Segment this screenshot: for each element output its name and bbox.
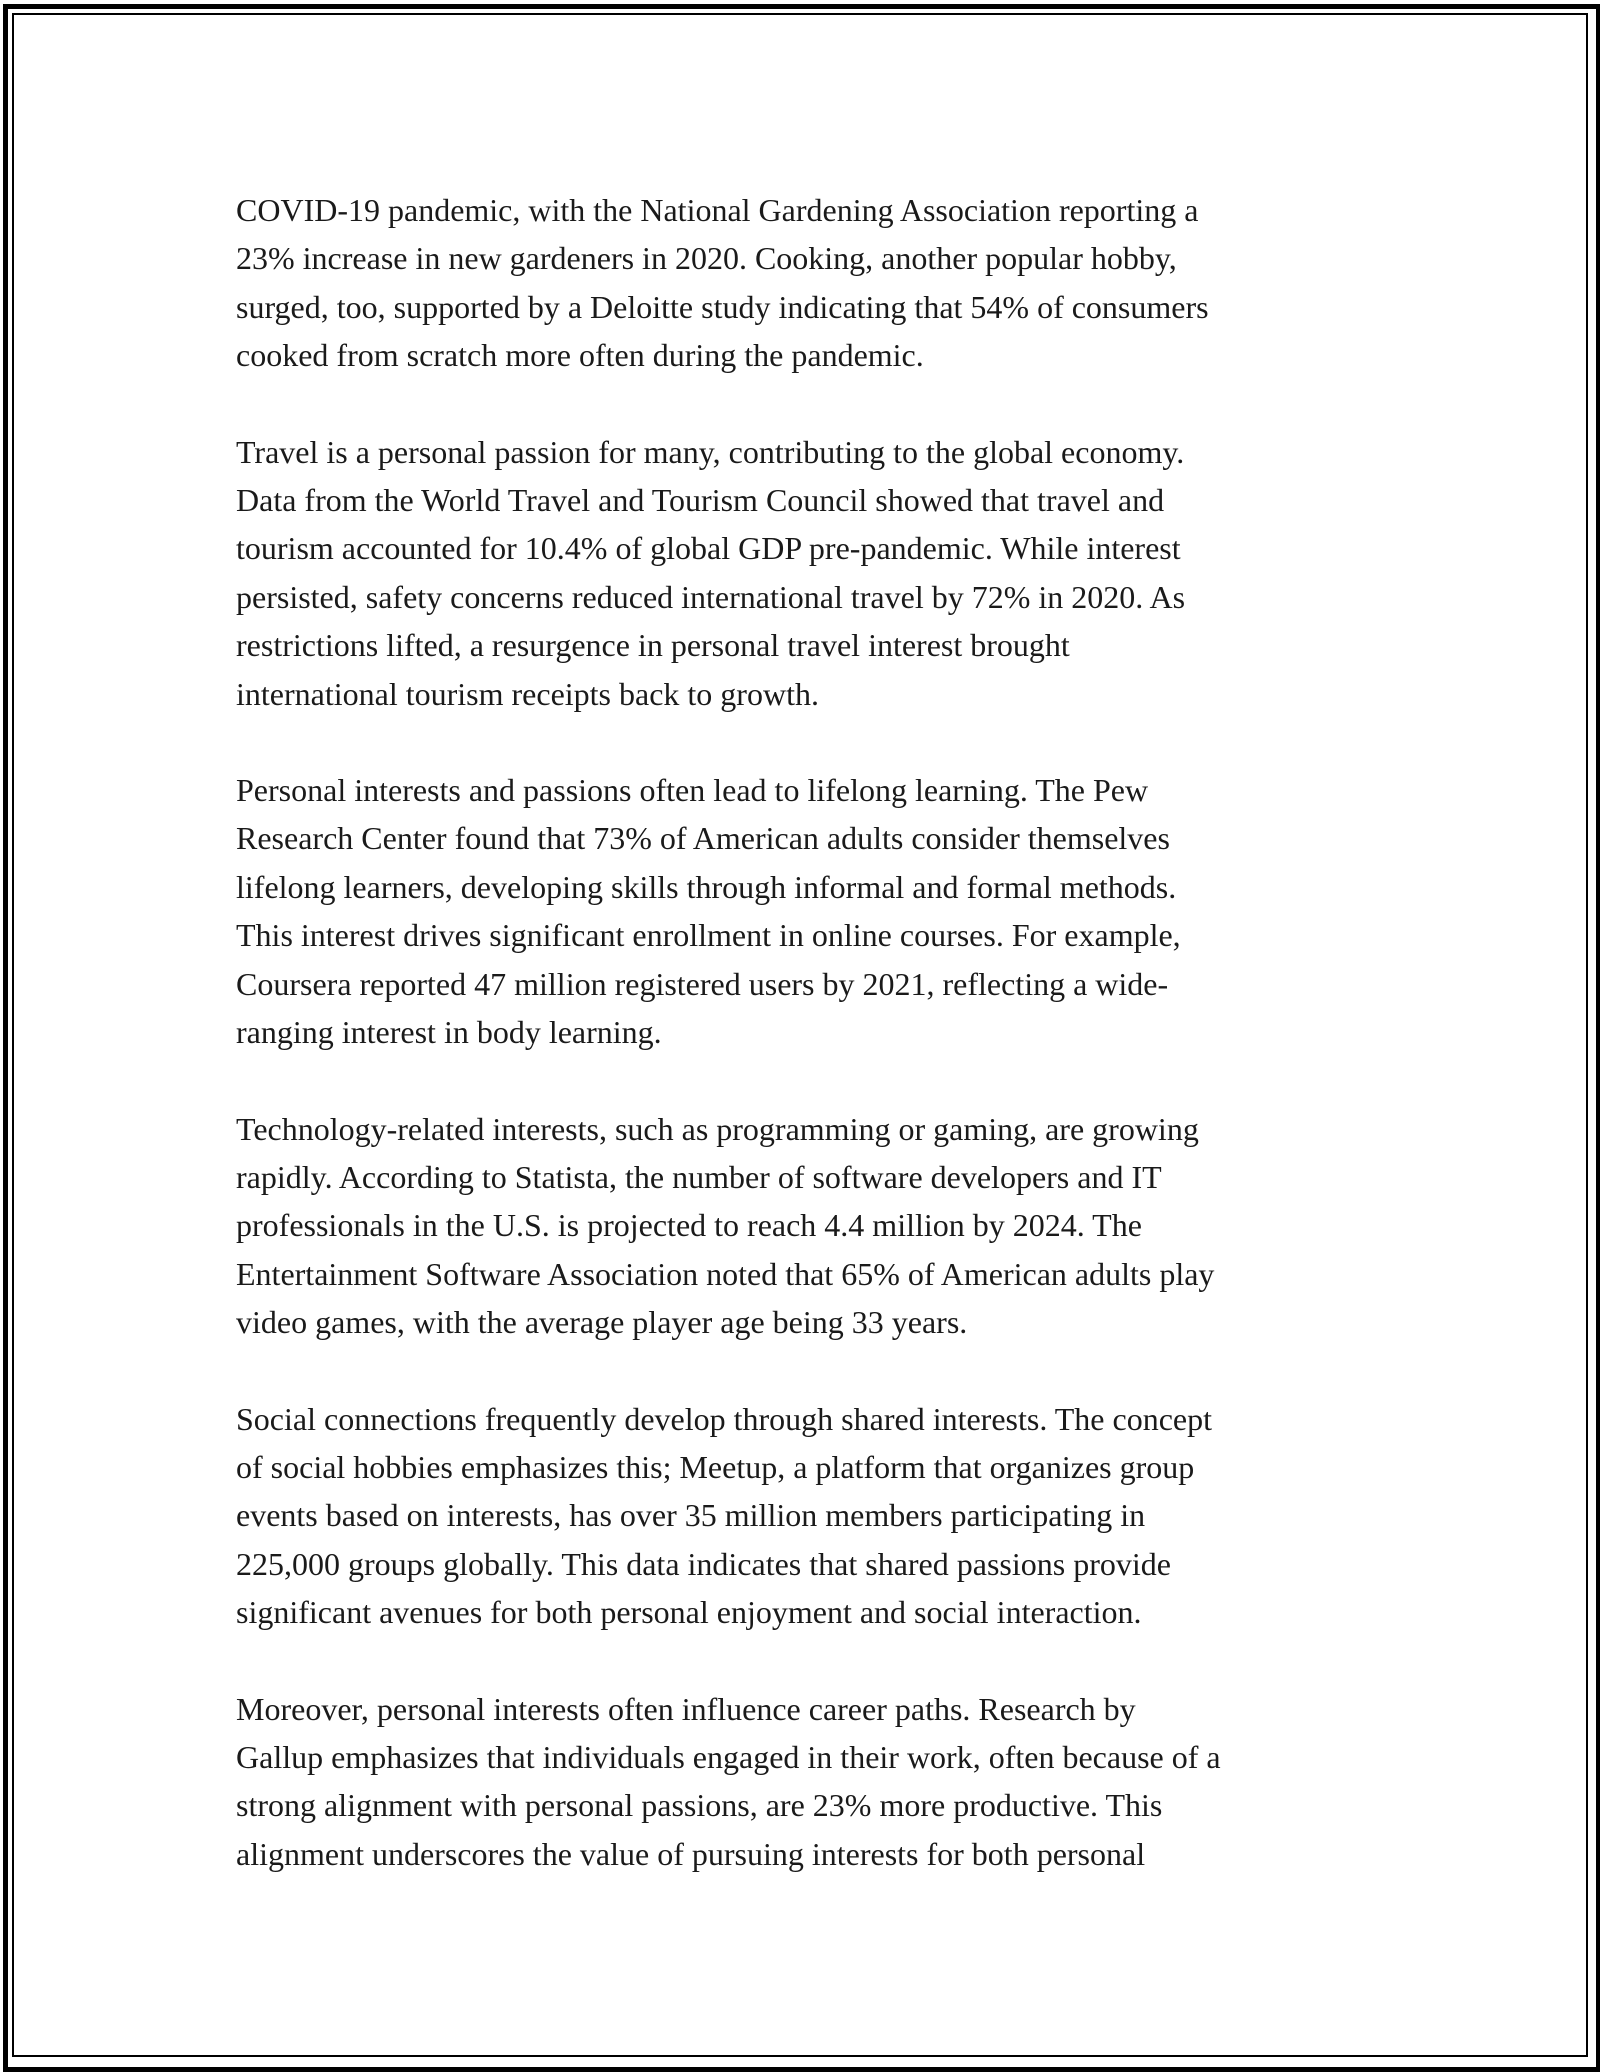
text-line: Gallup emphasizes that individuals engaged in their work, often because of a — [236, 1738, 1221, 1775]
text-line: Entertainment Software Association noted that 65% of American adults play — [236, 1255, 1215, 1292]
text-line: video games, with the average player age being 33 years. — [236, 1304, 968, 1341]
text-line: ranging interest in body learning. — [236, 1014, 662, 1051]
paragraph-travel — [236, 428, 1376, 718]
paragraph-technology — [236, 1105, 1376, 1347]
text-line: Technology-related interests, such as programming or gaming, are growing — [236, 1110, 1199, 1147]
text-line: Research Center found that 73% of American adults consider themselves — [236, 820, 1170, 857]
text-line: international tourism receipts back to growth. — [236, 675, 819, 712]
text-line: lifelong learners, developing skills through informal and formal methods. — [236, 868, 1177, 905]
text-line: events based on interests, has over 35 million members participating in — [236, 1497, 1146, 1534]
text-line: professionals in the U.S. is projected to reach 4.4 million by 2024. The — [236, 1207, 1142, 1244]
text-line: COVID-19 pandemic, with the National Gardening Association reporting a — [236, 192, 1199, 228]
paragraph-gardening-cooking — [236, 186, 1376, 380]
text-line: Coursera reported 47 million registered users by 2021, reflecting a wide- — [236, 965, 1169, 1002]
text-line: alignment underscores the value of pursuing interests for both personal — [236, 1835, 1146, 1872]
text-line: Social connections frequently develop through shared interests. The concept — [236, 1400, 1212, 1437]
text-line: persisted, safety concerns reduced international travel by 72% in 2020. As — [236, 578, 1186, 615]
paragraph-career-paths — [236, 1685, 1376, 1879]
text-line: 23% increase in new gardeners in 2020. Cooking, another popular hobby, — [236, 240, 1177, 277]
paragraph-lifelong-learning — [236, 766, 1376, 1056]
text-line: surged, too, supported by a Deloitte study indicating that 54% of consumers — [236, 288, 1209, 325]
text-line: Data from the World Travel and Tourism Council showed that travel and — [236, 482, 1165, 519]
text-line: strong alignment with personal passions, are 23% more productive. This — [236, 1787, 1163, 1824]
paragraph-social-connections — [236, 1395, 1376, 1637]
document-body — [236, 186, 1376, 1926]
text-line: rapidly. According to Statista, the number of software developers and IT — [236, 1158, 1162, 1195]
text-line: This interest drives significant enrollment in online courses. For example, — [236, 917, 1181, 954]
text-line: cooked from scratch more often during the pandemic. — [236, 337, 924, 374]
text-line: of social hobbies emphasizes this; Meetup, a platform that organizes group — [236, 1448, 1195, 1485]
text-line: significant avenues for both personal enjoyment and social interaction. — [236, 1594, 1142, 1631]
text-line: Travel is a personal passion for many, contributing to the global economy. — [236, 433, 1185, 470]
text-line: tourism accounted for 10.4% of global GDP pre-pandemic. While interest — [236, 530, 1181, 567]
text-line: restrictions lifted, a resurgence in personal travel interest brought — [236, 627, 1070, 664]
text-line: 225,000 groups globally. This data indicates that shared passions provide — [236, 1545, 1171, 1582]
text-line: Personal interests and passions often lead to lifelong learning. The Pew — [236, 772, 1149, 809]
text-line: Moreover, personal interests often influence career paths. Research by — [236, 1690, 1136, 1727]
